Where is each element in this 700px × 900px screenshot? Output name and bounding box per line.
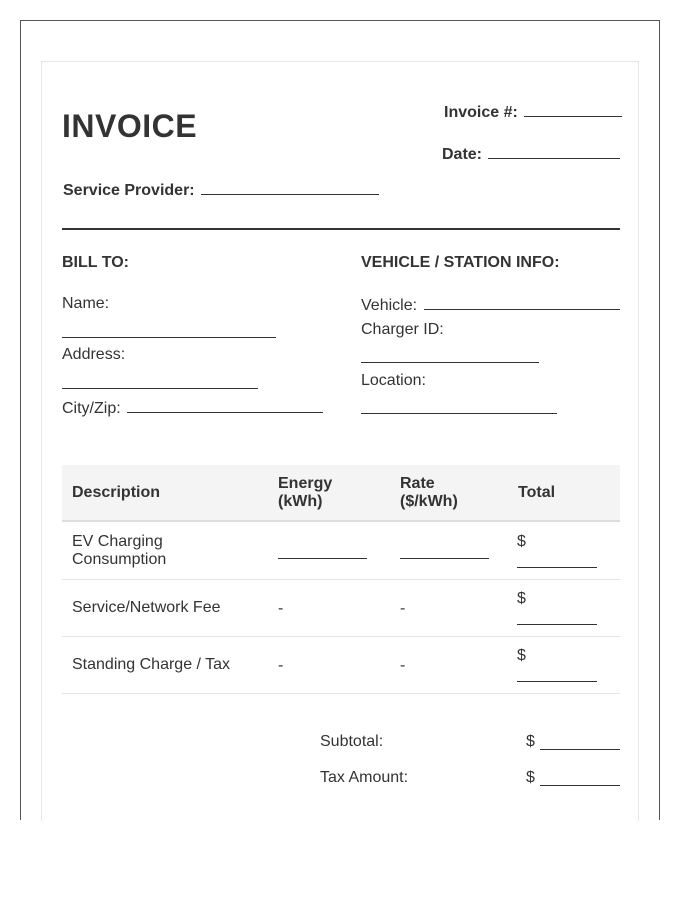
- subtotal-label: Subtotal:: [320, 733, 384, 750]
- location-label: Location:: [361, 372, 426, 389]
- tax-amount-blank[interactable]: [540, 785, 620, 786]
- date-label: Date:: [442, 146, 483, 163]
- city-zip-blank[interactable]: [127, 398, 323, 413]
- vehicle-blank[interactable]: [424, 295, 620, 310]
- row3-total-symbol: $: [517, 647, 526, 664]
- row1-total-symbol: $: [517, 533, 526, 550]
- invoice-number-blank[interactable]: [524, 102, 622, 117]
- vehicle-info-heading: VEHICLE / STATION INFO:: [361, 254, 560, 271]
- tax-amount-label: Tax Amount:: [320, 769, 409, 786]
- invoice-number-field[interactable]: [444, 102, 622, 122]
- header-energy-line2: (kWh): [278, 493, 323, 510]
- row3-rate: -: [400, 657, 406, 674]
- subtotal-blank[interactable]: [540, 749, 620, 750]
- row2-description: Service/Network Fee: [72, 599, 221, 616]
- subtotal-symbol: $: [526, 733, 535, 750]
- header-description: Description: [72, 484, 161, 501]
- row2-total-blank[interactable]: [517, 624, 597, 625]
- date-blank[interactable]: [488, 144, 620, 159]
- vehicle-label: Vehicle:: [361, 297, 418, 314]
- invoice-title: INVOICE: [62, 108, 198, 144]
- city-zip-label: City/Zip:: [62, 400, 121, 417]
- invoice-sheet: [41, 61, 639, 821]
- charger-id-label: Charger ID:: [361, 321, 444, 338]
- row2-total-symbol: $: [517, 590, 526, 607]
- row1-description-line1: EV Charging: [72, 533, 163, 550]
- city-zip-field[interactable]: [62, 398, 323, 418]
- header-rate-line1: Rate: [400, 475, 435, 492]
- header-total: Total: [518, 484, 556, 501]
- row1-description: [72, 533, 166, 569]
- header-divider: [62, 228, 620, 230]
- row1-rate-blank[interactable]: [400, 558, 489, 559]
- row3-total-blank[interactable]: [517, 681, 597, 682]
- date-field[interactable]: [442, 144, 620, 164]
- location-blank[interactable]: [361, 413, 557, 414]
- service-provider-field[interactable]: [63, 180, 379, 200]
- address-blank[interactable]: [62, 388, 258, 389]
- row3-energy: -: [278, 657, 284, 674]
- row2-energy: -: [278, 600, 284, 617]
- header-rate-line2: ($/kWh): [400, 493, 458, 510]
- address-label: Address:: [62, 346, 126, 363]
- row1-total-blank[interactable]: [517, 567, 597, 568]
- row1-energy-blank[interactable]: [278, 558, 367, 559]
- row2-rate: -: [400, 600, 406, 617]
- name-label: Name:: [62, 295, 110, 312]
- service-provider-label: Service Provider:: [63, 182, 195, 199]
- row-separator: [62, 636, 620, 637]
- vehicle-field[interactable]: [361, 295, 620, 315]
- invoice-number-label: Invoice #:: [444, 104, 518, 121]
- header-energy: [278, 475, 332, 511]
- charger-id-blank[interactable]: [361, 362, 539, 363]
- row3-description: Standing Charge / Tax: [72, 656, 231, 673]
- header-rate: [400, 475, 458, 511]
- tax-amount-symbol: $: [526, 769, 535, 786]
- header-energy-line1: Energy: [278, 475, 333, 492]
- name-blank[interactable]: [62, 337, 276, 338]
- row-separator: [62, 693, 620, 694]
- bill-to-heading: BILL TO:: [62, 254, 129, 271]
- service-provider-blank[interactable]: [201, 180, 379, 195]
- row1-description-line2: Consumption: [72, 551, 167, 568]
- row-separator: [62, 579, 620, 580]
